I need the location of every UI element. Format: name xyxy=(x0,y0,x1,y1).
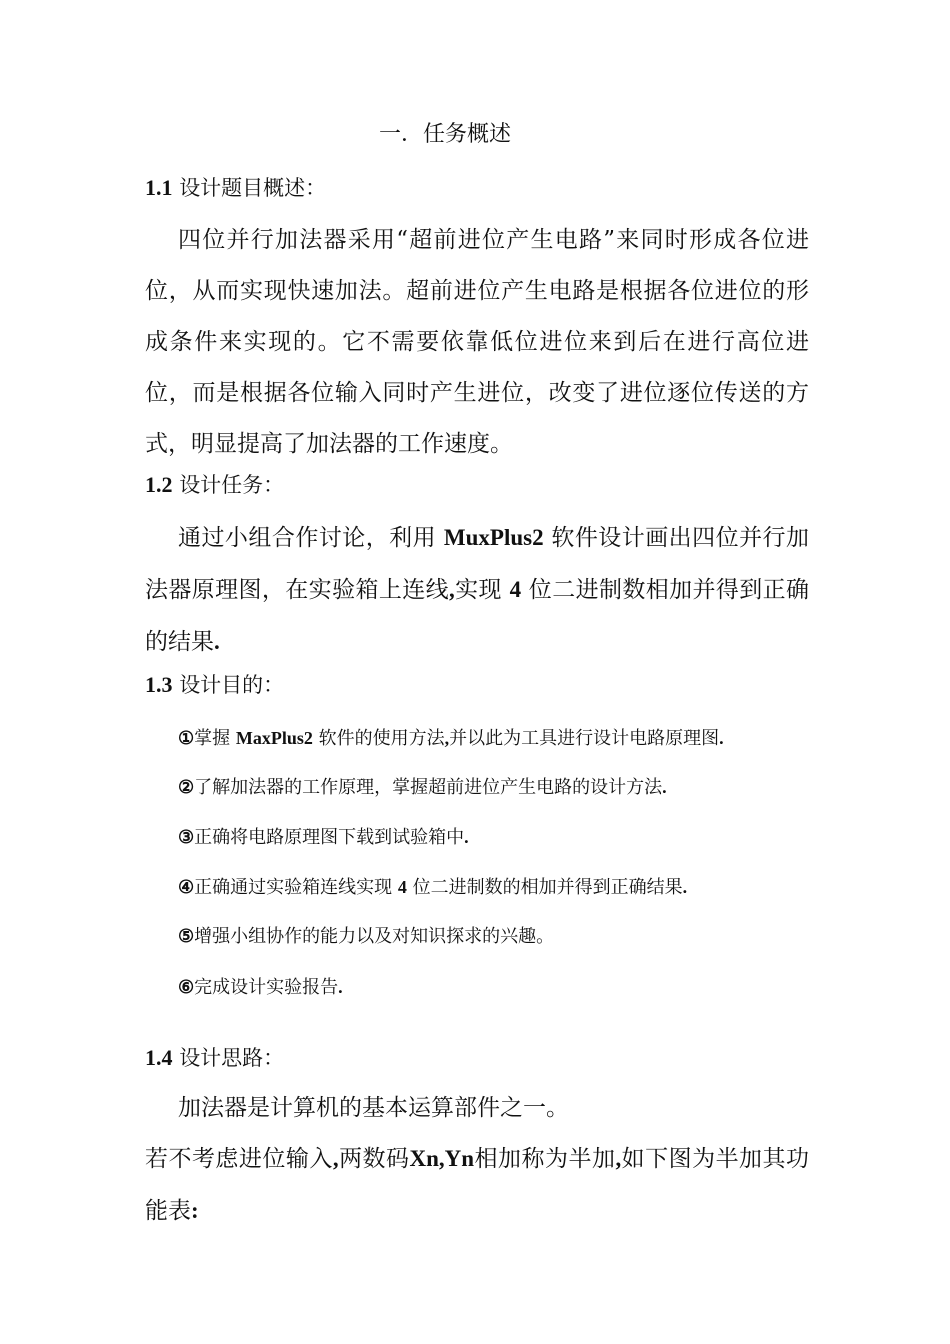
heading-label: 设计思路： xyxy=(179,1046,285,1070)
heading-1-3 xyxy=(145,667,284,703)
heading-label: 设计题目概述： xyxy=(179,176,327,200)
punct: . xyxy=(662,777,667,797)
goal-number: ④ xyxy=(178,877,195,898)
punct: , xyxy=(444,728,450,748)
goal-number: ⑤ xyxy=(178,926,195,947)
goal-text: 软件的使用方法 xyxy=(312,728,445,749)
goal-item xyxy=(178,772,667,803)
goal-item xyxy=(178,723,724,754)
goal-item xyxy=(178,872,687,903)
punct: . xyxy=(214,629,220,654)
software-name: MaxPlus2 xyxy=(235,728,313,748)
task-text: 位二进制数相加并得到正确的结果 xyxy=(145,577,810,655)
bit-count: 4 xyxy=(397,877,407,897)
goal-number: ① xyxy=(178,728,195,749)
goal-text: 正确将电路原理图下载到试验箱中 xyxy=(194,827,465,848)
goal-text: 掌握 xyxy=(194,728,236,749)
goal-number: ⑥ xyxy=(178,977,195,998)
punct: , xyxy=(449,577,455,602)
goal-item xyxy=(178,972,343,1003)
punct: . xyxy=(464,827,469,847)
punct: . xyxy=(682,877,688,897)
goal-text: 完成设计实验报告 xyxy=(194,977,339,998)
paragraph-overview: 四位并行加法器采用“超前进位产生电路”来同时形成各位进位，从而实现快速加法。超前进位产生电路是根据各位进位的形成条件来实现的。它不需要依靠低位进位来到后在进行高位进位，而是根据各位输入同时产生进位，改变了进位逐位传送的方式，明显提高了加法器的工作速度。 xyxy=(145,227,809,457)
task-text: 实现 xyxy=(454,577,510,603)
goal-text: 正确通过实验箱连线实现 xyxy=(194,877,398,898)
paragraph-task xyxy=(145,512,809,668)
idea-text: 若不考虑进位输入 xyxy=(145,1146,333,1172)
heading-1-4 xyxy=(145,1040,284,1076)
bit-count: 4 xyxy=(509,577,522,602)
heading-number: 1.2 xyxy=(145,472,173,497)
goal-text: 增强小组协作的能力以及对知识探求的兴趣。 xyxy=(194,926,555,947)
heading-number: 1.3 xyxy=(145,672,173,697)
task-text: 软件设计画出四位并行加法器原理图，在实验箱上连线 xyxy=(145,525,810,603)
heading-1-1 xyxy=(145,170,326,206)
section-title: 一．任务概述 xyxy=(378,122,511,147)
idea-text: 两数码 xyxy=(338,1146,410,1172)
punct: . xyxy=(719,728,724,748)
goal-text: 位二进制数的相加并得到正确结果 xyxy=(406,877,683,898)
task-text: 通过小组合作讨论，利用 xyxy=(178,525,444,551)
idea-text: 相加称为半加 xyxy=(474,1146,616,1172)
goal-item xyxy=(178,822,469,853)
paragraph-half-adder xyxy=(145,1133,809,1237)
goal-text: 并以此为工具进行设计电路原理图 xyxy=(449,728,720,749)
software-name: MuxPlus2 xyxy=(443,525,544,550)
goal-item xyxy=(178,922,554,952)
heading-1-2 xyxy=(145,467,284,503)
punct: , xyxy=(332,1146,339,1171)
punct: , xyxy=(615,1146,622,1171)
goal-number: ② xyxy=(178,777,195,798)
goal-number: ③ xyxy=(178,827,195,848)
heading-number: 1.4 xyxy=(145,1045,173,1070)
goal-text: 了解加法器的工作原理，掌握超前进位产生电路的设计方法 xyxy=(194,777,663,798)
heading-number: 1.1 xyxy=(145,175,173,200)
heading-label: 设计任务： xyxy=(179,473,285,497)
punct: . xyxy=(338,977,343,997)
punct: : xyxy=(191,1198,199,1223)
paragraph-idea: 加法器是计算机的基本运算部件之一。 xyxy=(178,1095,569,1121)
heading-label: 设计目的： xyxy=(179,673,285,697)
variable-names: Xn,Yn xyxy=(409,1146,475,1171)
idea-text: 如下图为半加其功能表 xyxy=(145,1146,810,1224)
